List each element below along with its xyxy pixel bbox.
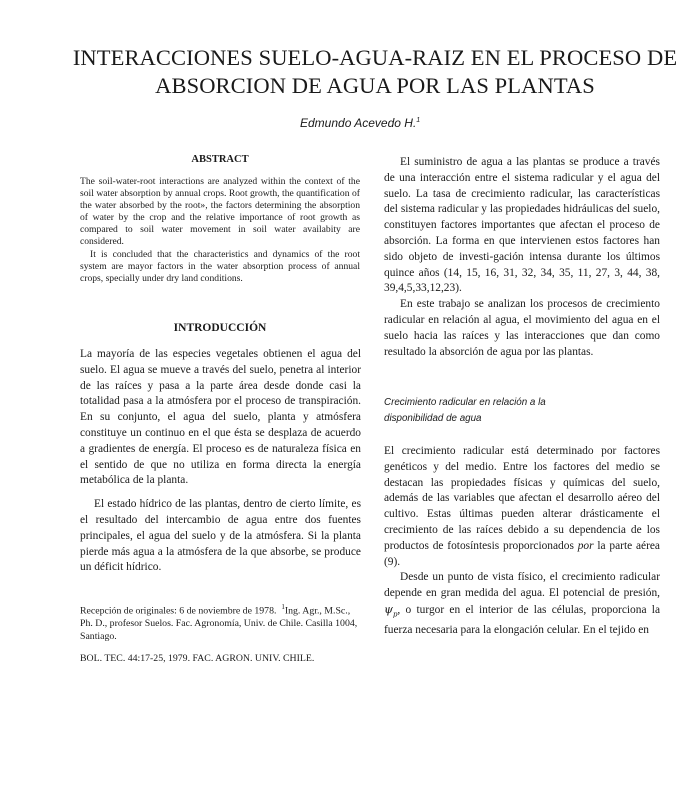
introduction-paragraph-2: El estado hídrico de las plantas, dentro de cierto límite, es el resultado del intercambio de agua entre dos fuentes principales, el agua del suelo y de la atmósfera. Si la planta pierde más agua a la atmósfera de la que absorbe, se produce un déficit hídrico.	[80, 498, 361, 574]
right-paragraph-3	[384, 444, 660, 570]
introduction-paragraph-1: La mayoría de las especies vegetales obtienen el agua del suelo. El agua se mueve a través del suelo, penetra al interior de las raíces y pasa a la parte área desde donde casi la totalidad pasa a la atmósfera por el proceso de transpiración. En su conjunto, el agua del suelo, planta y atmósfera constituye un continuo en el que ésta se desplaza de acuerdo a gradientes de energía. El proceso es de naturaleza física en el sentido de que no utiliza en forma directa la energía metabólica de la planta.	[80, 348, 361, 487]
right-column-section	[384, 444, 660, 639]
right-paragraph-3-text: El crecimiento radicular está determinado por factores genéticos y del medio. Entre los factores del medio se destacan las propiedades físicas y químicas del suelo, además de las variables que afectan el desarrollo aéreo del cultivo. Estas últimas pueden alterar drásticamente el crecimiento de las raíces debido a su dependencia de los productos de fotosíntesis proporcionados	[384, 445, 660, 552]
psi-subscript: p	[392, 610, 398, 619]
footnote-received: Recepción de originales: 6 de noviembre de 1978.	[80, 605, 277, 617]
right-paragraph-1: El suministro de agua a las plantas se produce a través de una interacción entre el sistema radicular y el agua del suelo. La tasa de crecimiento radicular, las características del sistema radicular y las propiedades hidráulicas del suelo, constituyen factores importantes que afectan el proceso de absorción. La forma en que intervienen estos factores han sido objeto de investi-gación intensa durante los últimos quince años (14, 15, 16, 31, 32, 34, 35, 11, 27, 3, 44, 38, 39,4,5,33,12,23).	[384, 156, 660, 295]
footnote-affiliation: Ing. Agr., M.Sc., Ph. D., profesor Suelos. Fac. Agronomía, Univ. de Chile. Casilla 1004, Santiago.	[80, 605, 358, 643]
right-paragraph-2: En este trabajo se analizan los procesos de crecimiento radicular en relación al agua, el movimiento del agua en el suelo hacia las raíces y las interacciones que dan como resultado la absorción de agua por las plantas.	[384, 298, 660, 358]
right-paragraph-3-emphasis: por	[577, 539, 594, 552]
right-paragraph-4-text: Desde un punto de vista físico, el crecimiento radicular depende en gran medida del agua. El potencial de presión,	[384, 571, 660, 600]
subheading-line-1: Crecimiento radicular en relación a la	[384, 397, 546, 408]
right-paragraph-4	[384, 570, 660, 638]
author-name: Edmundo Acevedo H.	[300, 116, 417, 130]
abstract-body	[80, 176, 360, 285]
footnote	[80, 601, 363, 643]
abstract-heading: ABSTRACT	[191, 154, 249, 165]
right-paragraph-4-end: , o turgor en el interior de las células, proporciona la fuerza necesaria para la elongación celular. En el tejido en	[384, 603, 660, 637]
title-line-2: ABSORCION DE AGUA POR LAS PLANTAS	[155, 73, 595, 98]
paper-title	[60, 44, 690, 100]
abstract-paragraph-1: The soil-water-root interactions are analyzed within the context of the soil water absorption by annual crops. Root growth, the quantification of the water absorbed by the root», the factors determining the absorption of water by the crop and the relative importance of root growth as compared to soil water movement in soil water availabity are considered.	[80, 176, 360, 248]
author	[300, 116, 420, 130]
subheading-line-2: disponibilidad de agua	[384, 413, 482, 424]
right-paragraph-3-end: la parte aérea (9).	[384, 539, 660, 568]
bulletin-citation: BOL. TEC. 44:17-25, 1979. FAC. AGRON. UNIV. CHILE.	[80, 653, 315, 664]
right-column-intro	[384, 155, 660, 360]
introduction-heading: INTRODUCCIÓN	[173, 322, 267, 334]
abstract-paragraph-2: It is concluded that the characteristics and dynamics of the root system are mayor factors in the water absorption process of annual crops, specially under dry land conditions.	[80, 248, 360, 284]
psi-symbol	[384, 601, 398, 619]
title-line-1: INTERACCIONES SUELO-AGUA-RAIZ EN EL PROCESO DE	[72, 45, 678, 70]
author-footnote-mark: 1	[416, 117, 421, 124]
introduction-body	[80, 347, 361, 584]
footnote-mark: 1	[281, 603, 285, 611]
psi-glyph: ψ	[384, 601, 393, 616]
section-subheading	[384, 395, 660, 427]
